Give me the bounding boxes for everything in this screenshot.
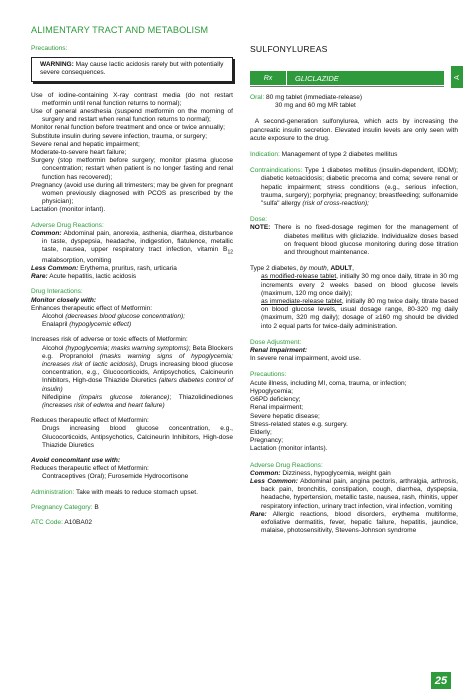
contraindications: Contraindications: Type 1 diabetes mellitus (insulin-dependent, IDDM); diabetic ketoacidosis; diabetic precoma and coma; severe renal or hepatic impairment; stress conditions (e.g., serious infection, trauma, surgery); porphyria; pregnancy; breastfeeding; sulfonamide "sulfa" allergy (risk of cross-reaction); (250, 167, 458, 208)
renal-impairment-heading: Renal Impairment: (250, 347, 308, 355)
avoid-heading: Avoid concomitant use with: (31, 457, 121, 465)
reduces-heading: Reduces therapeutic effect of Metformin: (31, 417, 149, 425)
drug-name: GLICLAZIDE (287, 71, 444, 85)
section-tab: A (451, 66, 463, 88)
precaution-item: Substitute insulin during severe infection, trauma, or surgery; (31, 132, 208, 140)
precaution-item: Moderate-to-severe heart failure; (31, 149, 127, 157)
precautions-heading-right: Precautions: (250, 371, 287, 379)
interaction-item: Contraceptives (Oral); Furosemide Hydrocortisone (42, 473, 189, 481)
drug-interactions-heading: Drug Interactions: (31, 288, 83, 296)
precautions-list (31, 92, 233, 215)
interaction-item: Nifedipine (impairs glucose tolerance); Thiazolidinediones (increases risk of edema and heart failure) (42, 393, 234, 410)
precaution-item: Surgery (stop metformin before surgery; monitor plasma glucose concentration; restart when patient is no longer fasting and renal function has recovered); (31, 157, 233, 181)
precaution-item: G6PD deficiency; (250, 396, 301, 404)
adr-common-right: Common: Dizziness, hypoglycemia, weight gain (250, 469, 391, 477)
adr-less-common: Less Common: Erythema, pruritus, rash, urticaria (31, 264, 177, 272)
indication: Indication: Management of type 2 diabetes mellitus (250, 151, 398, 159)
right-column (250, 94, 458, 535)
dose-adjustment-heading: Dose Adjustment: (250, 338, 302, 346)
dose-mr: as modified-release tablet, initially 30 mg once daily, titrate in 30 mg increments every 2 weeks based on blood glucose levels (maximum, 120 mg once daily); (261, 273, 459, 297)
left-column (31, 45, 233, 527)
banner-rule (250, 86, 444, 87)
precaution-item: Severe renal and hepatic impairment; (31, 140, 140, 148)
precaution-item: Use of general anesthesia (suspend metformin on the morning of surgery and restart when renal function returns to normal); (31, 108, 233, 124)
precautions-heading: Precautions: (31, 45, 68, 52)
oral-2: 30 mg and 60 mg MR tablet (275, 102, 356, 110)
drug-description: A second-generation sulfonylurea, which acts by increasing the pancreatic insulin secretion. Elevated insulin levels are only seen with acute exposure to the drug. (250, 118, 458, 142)
adr-common: Common: Abdominal pain, anorexia, asthenia, diarrhea, disturbance in taste, dyspepsia, headache, indigestion, flatulence, metallic taste, nausea, upper respiratory tract infection, vitamin $B_{12}$ malabsorption, vomiting (31, 229, 233, 264)
adr-rare: Rare: Acute hepatitis, lactic acidosis (31, 273, 137, 281)
avoid-reduces-heading: Reduces therapeutic effect of Metformin: (31, 465, 149, 473)
adr-less-common-right: Less Common: Abdominal pain, angina pectoris, arthralgia, arthrosis, back pain, bronchitis, constipation, cough, diarrhea, dyspepsia, headache, hypertension, metallic taste, nausea, rash, rhinitis, upper respiratory infection, urinary tract infection, viral infection, vomiting (250, 477, 458, 510)
precaution-item: Hypoglycemia; (250, 387, 293, 395)
precaution-item: Severe hepatic disease; (250, 412, 320, 420)
interaction-item: Alcohol (hypoglycemia; masks warning symptoms); Beta Blockers e.g. Propranolol (masks warning signs of hypoglycemia; increases risk of lactic acidosis), Drugs increasing blood glucose concentration, e.g., Glucocorticoids, Antipsychotics, Calcineurin Inhibitors, High-dose Thiazide Diuretics (alters diabetes control of insulin) (42, 344, 234, 393)
precaution-item: Pregnancy; (250, 437, 284, 445)
interaction-item: Enalapril (hypoglycemic effect) (42, 321, 132, 329)
drug-banner (250, 71, 444, 85)
interaction-item: Drugs increasing blood glucose concentration, e.g., Glucocorticoids, Antipsychotics, Calcineurin Inhibitors, High-dose Thiazide Diuretics (42, 425, 233, 449)
precaution-item: Elderly; (250, 428, 272, 436)
warning-text: May cause lactic acidosis rarely but with potentially severe consequences. (40, 61, 224, 77)
page-title: ALIMENTARY TRACT AND METABOLISM (31, 25, 209, 35)
interaction-item: Alcohol (decreases blood glucose concentration); (42, 312, 186, 320)
page-number: 25 (431, 672, 451, 689)
warning-label: WARNING: (40, 61, 74, 69)
administration: Administration: Take with meals to reduce stomach upset. (31, 488, 198, 496)
precaution-item: Stress-related states e.g. surgery. (250, 420, 348, 428)
rx-label: Rx (263, 74, 273, 82)
pregnancy-category: Pregnancy Category: B (31, 503, 99, 511)
dose-note: NOTE: There is no fixed-dosage regimen for the management of diabetes mellitus with gliclazide. Individualize doses based on frequent blood glucose monitoring during dose titration and throughout maintenance. (250, 224, 458, 257)
precaution-item: Acute illness, including MI, coma, trauma, or infection; (250, 379, 407, 387)
precaution-item: Pregnancy (avoid use during all trimesters; may be given for pregnant women previously diagnosed with PCOS as prescribed by the physician); (31, 181, 233, 206)
oral-1: Oral: 80 mg tablet (immediate-release) (250, 94, 363, 101)
adr-heading-right: Adverse Drug Reactions: (250, 461, 323, 469)
class-title: SULFONYLUREAS (250, 44, 328, 54)
adr-heading: Adverse Drug Reactions: (31, 221, 104, 229)
monitor-closely-heading: Monitor closely with: (31, 296, 97, 304)
dose-ir: as immediate-release tablet, initially 80 mg twice daily, titrate based on blood glucose levels, usual dosage range, 80-320 mg daily (maximum, 320 mg daily); dosage of ≥160 mg should be divided into 2 equal parts for twice-daily administration. (261, 298, 458, 330)
precaution-item: Use of iodine-containing X-ray contrast media (do not restart metformin until renal function returns to normal); (31, 91, 233, 107)
enhances-heading: Enhances therapeutic effect of Metformin: (31, 304, 153, 312)
precaution-item: Monitor renal function before treatment and once or twice annually; (31, 124, 225, 132)
precaution-item: Renal impairment; (250, 404, 304, 412)
dose-heading: Dose: (250, 216, 268, 224)
atc-code: ATC Code: A10BA02 (31, 519, 93, 527)
precaution-item: Lactation (monitor infants). (250, 445, 328, 453)
precaution-item: Lactation (monitor infant). (31, 206, 106, 214)
type2-heading: Type 2 diabetes, by mouth, ADULT, (250, 265, 354, 273)
warning-box (31, 57, 233, 81)
adr-rare-right: Rare: Allergic reactions, blood disorders, erythema multiforme, exfoliative dermatitis, fever, hepatic failure, hepatitis, jaundice, malaise, photosensitivity, Stevens-Johnson syndrome (250, 510, 458, 535)
renal-impairment-text: In severe renal impairment, avoid use. (250, 355, 361, 363)
increases-heading: Increases risk of adverse or toxic effects of Metformin: (31, 336, 188, 344)
